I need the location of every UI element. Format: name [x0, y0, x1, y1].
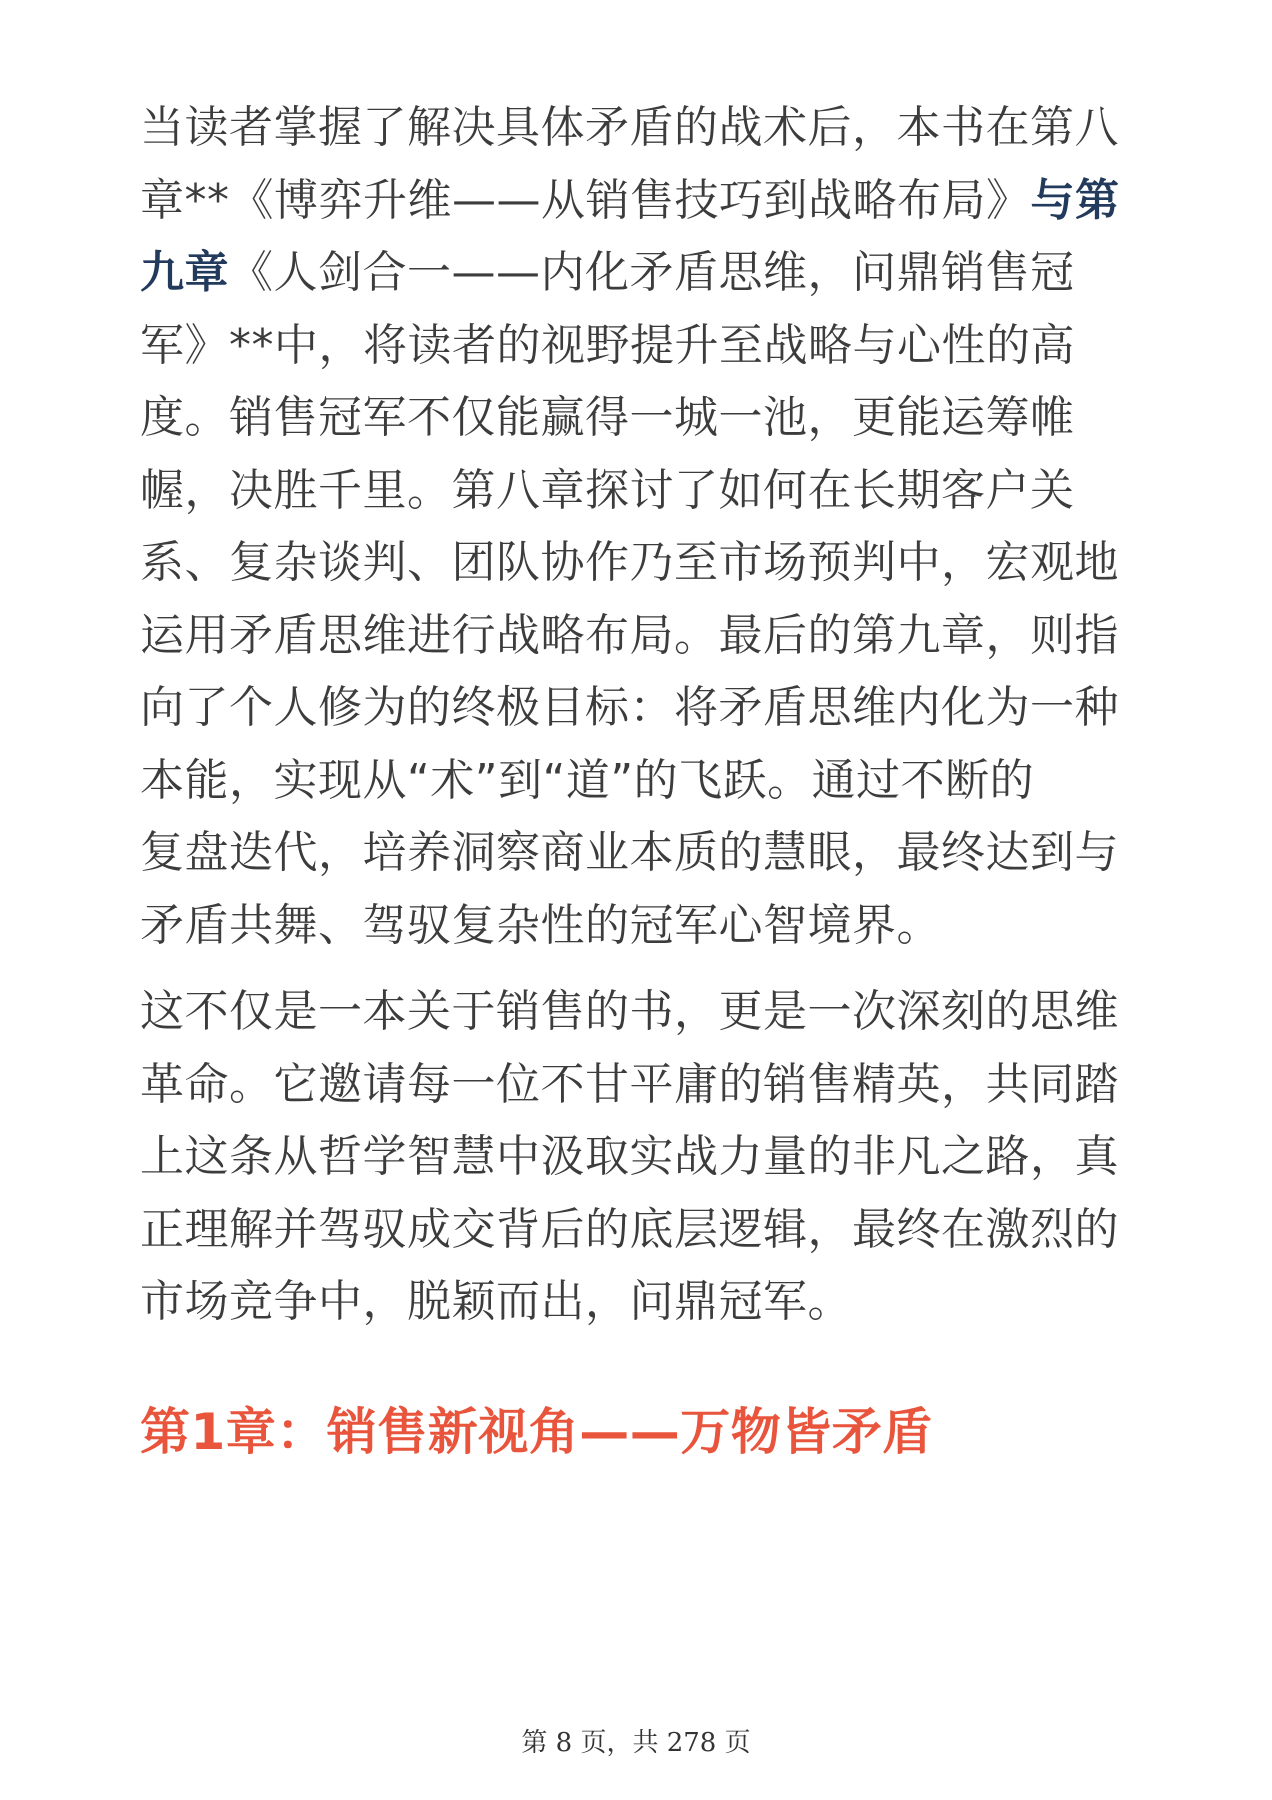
bold-text-segment: 与第	[1030, 174, 1120, 226]
text-line: 幄，决胜千里。第八章探讨了如何在长期客户关	[140, 464, 1075, 516]
text-line: 这不仅是一本关于销售的书，更是一次深刻的思维	[140, 986, 1119, 1037]
text-line: 本能，实现从“术”到“道”的飞跃。通过不断的	[140, 754, 1035, 806]
page-number-footer: 第 8 页，共 278 页	[521, 1728, 751, 1758]
text-line	[140, 165, 1136, 238]
text-line: 矛盾共舞、驾驭复杂性的冠军心智境界。	[140, 899, 941, 951]
text-line: 运用矛盾思维进行战略布局。最后的第九章，则指	[140, 609, 1119, 661]
text-line: 上这条从哲学智慧中汲取实战力量的非凡之路，真	[140, 1131, 1119, 1182]
text-line: 军》**中，将读者的视野提升至战略与心性的高	[140, 319, 1075, 371]
text-line	[140, 237, 1136, 310]
intro-paragraph-1	[140, 92, 1136, 962]
text-line: 复盘迭代，培养洞察商业本质的慧眼，最终达到与	[140, 827, 1119, 878]
bold-text-segment: 九章	[140, 247, 229, 298]
text-line: 度。销售冠军不仅能赢得一城一池，更能运筹帷	[140, 392, 1075, 443]
intro-paragraph-2	[140, 976, 1136, 1339]
text-line: 革命。它邀请每一位不甘平庸的销售精英，共同踏	[140, 1058, 1119, 1110]
text-line: 当读者掌握了解决具体矛盾的战术后，本书在第八	[140, 102, 1119, 153]
chapter-heading: 第1章：销售新视角——万物皆矛盾	[140, 1403, 933, 1461]
text-line: 系、复杂谈判、团队协作乃至市场预判中，宏观地	[140, 537, 1119, 588]
text-line: 市场竞争中，脱颖而出，问鼎冠军。	[140, 1276, 852, 1327]
text-line: 向了个人修为的终极目标：将矛盾思维内化为一种	[140, 682, 1119, 733]
text-segment: 章**《博弈升维——从销售技巧到战略布局》	[140, 174, 1031, 226]
text-line: 正理解并驾驭成交背后的底层逻辑，最终在激烈的	[140, 1203, 1119, 1255]
text-segment: 《人剑合一——内化矛盾思维，问鼎销售冠	[229, 247, 1075, 298]
